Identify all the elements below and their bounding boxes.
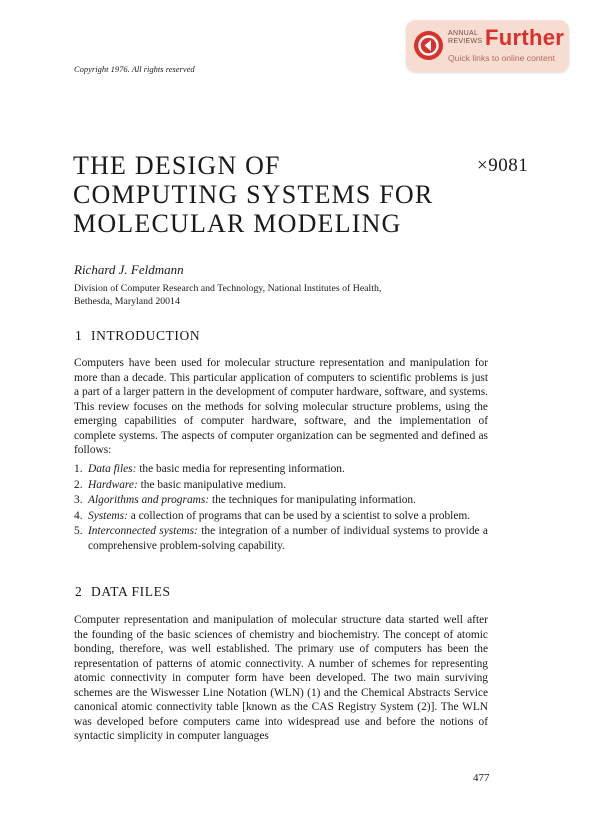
further-label: Further [485, 25, 565, 50]
data-files-paragraph: Computer representation and manipulation of molecular structure data started well after the founding of the basic sciences of chemistry and biochemistry. The concept of atomic bonding, therefore, was well established. The primary use of computers has been the representation of patterns of atomic connectivity. A number of schemes for representing atomic connectivity in computer form have been developed. The two main surviving schemes are the Wiswesser Line Notation (WLN) (1) and the Chemical Abstracts Service canonical atomic connectivity table [known as the CAS Registry System (2)]. The WLN was developed before computers came into widespread use and before the notions of syntactic simplicity in computer languages [74, 614, 488, 742]
annual-reviews-further-banner[interactable] [406, 20, 569, 72]
author-name: Richard J. Feldmann [74, 262, 184, 277]
quick-links-label: Quick links to online content [448, 53, 556, 63]
annual-reviews-wordmark: ANNUAL REVIEWS [448, 30, 483, 45]
list-item: 3. Algorithms and programs: the techniques for manipulating information. [74, 494, 416, 506]
article-title: THE DESIGN OF COMPUTING SYSTEMS FOR MOLECULAR MODELING [73, 151, 434, 238]
annual-reviews-logo-icon [414, 31, 443, 60]
page-number: 477 [473, 772, 490, 784]
section-heading-introduction: 1 INTRODUCTION [75, 328, 201, 343]
list-item: 2. Hardware: the basic manipulative medium. [74, 478, 287, 491]
computer-organization-list [74, 462, 488, 554]
article-number: ×9081 [477, 155, 529, 176]
author-affiliation: Division of Computer Research and Technology, National Institutes of Health, Bethesda, Maryland 20014 [74, 283, 382, 307]
list-item: 5. Interconnected systems: the integration of a number of individual systems to provide a comprehensive problem-solving capability. [74, 525, 488, 552]
section-heading-data-files: 2 DATA FILES [75, 584, 171, 599]
list-item: 4. Systems: a collection of programs that can be used by a scientist to solve a problem. [74, 509, 471, 522]
list-item: 1. Data files: the basic media for representing information. [74, 463, 345, 475]
introduction-paragraph: Computers have been used for molecular structure representation and manipulation for more than a decade. This particular application of computers to scientific problems is just a part of a larger pattern in the development of computer hardware, software, and systems. This review focuses on the methods for solving molecular structure problems, using the emerging capabilities of computer hardware, software, and the implementation of complete systems. The aspects of computer organization can be segmented and defined as follows: [74, 357, 488, 456]
copyright-notice: Copyright 1976. All rights reserved [74, 64, 195, 74]
